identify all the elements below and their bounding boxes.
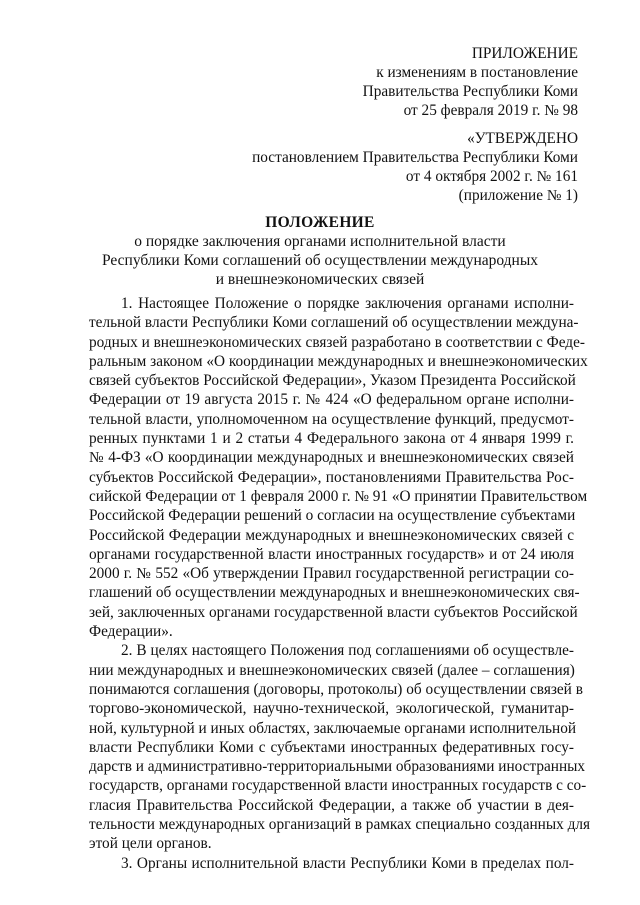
title-subtitle-line: Республики Коми соглашений об осуществлении международных bbox=[101, 252, 539, 269]
body-line: субъектов Российской Федерации», постановлениями Правительства Рос- bbox=[89, 468, 574, 486]
body-line: Российской Федерации международных и внешнеэкономических связей с bbox=[89, 526, 574, 544]
approval-stamp-block bbox=[252, 129, 578, 205]
body-line: Федерации от 19 августа 2015 г. № 424 «О федеральном органе исполни- bbox=[89, 391, 574, 409]
approved-line: от 4 октября 2002 г. № 161 bbox=[405, 168, 578, 185]
body-line: ренных пунктами 1 и 2 статьи 4 Федерального закона от 4 января 1999 г. bbox=[89, 430, 574, 448]
appendix-header bbox=[363, 44, 578, 120]
document-body bbox=[89, 294, 591, 873]
body-line: дарств и административно-территориальными образованиями иностранных bbox=[89, 758, 586, 776]
appendix-line: к изменениям в постановление bbox=[376, 64, 578, 81]
body-line: глашений об осуществлении международных и внешнеэкономических свя- bbox=[89, 584, 580, 602]
body-line: зей, заключенных органами государственной власти субъектов Российской bbox=[89, 603, 578, 621]
approved-label: «УТВЕРЖДЕНО bbox=[467, 130, 578, 147]
body-line: 2. В целях настоящего Положения под соглашениями об осуществле- bbox=[121, 642, 574, 660]
body-line: родных и внешнеэкономических связей разработано в соответствии с Феде- bbox=[89, 333, 585, 351]
appendix-line: Правительства Республики Коми bbox=[362, 83, 578, 100]
title-subtitle-line: и внешнеэкономических связей bbox=[215, 271, 425, 288]
body-line: 3. Органы исполнительной власти Республики Коми в пределах пол- bbox=[121, 854, 574, 872]
body-line: Российской Федерации решений о согласии на осуществление субъектами bbox=[89, 507, 576, 525]
body-line: ной, культурной и иных областях, заключаемые органами исполнительной bbox=[89, 719, 577, 737]
body-line: нии международных и внешнеэкономических связей (далее – соглашения) bbox=[89, 661, 575, 679]
title-subtitle-line: о порядке заключения органами исполнительной власти bbox=[134, 233, 506, 250]
body-line: торгово-экономической, научно-технической, экологической, гуманитар- bbox=[89, 700, 574, 718]
body-line: № 4-ФЗ «О координации международных и внешнеэкономических связей bbox=[89, 449, 574, 467]
body-line: тельной власти, уполномоченном на осуществление функций, предусмот- bbox=[89, 410, 574, 428]
body-line: Федерации». bbox=[89, 623, 173, 641]
approved-line: постановлением Правительства Республики Коми bbox=[252, 149, 578, 166]
body-line: гласия Правительства Российской Федерации, а также об участии в дея- bbox=[89, 796, 574, 814]
body-line: этой цели органов. bbox=[89, 835, 212, 853]
body-line: государств, органами государственной власти иностранных государств с со- bbox=[89, 777, 587, 795]
appendix-line: от 25 февраля 2019 г. № 98 bbox=[403, 102, 578, 119]
body-line: тельной власти Республики Коми соглашений об осуществлении междуна- bbox=[89, 314, 579, 332]
body-line: органами государственной власти иностранных государств» и от 24 июля bbox=[89, 545, 574, 563]
body-line: власти Республики Коми с субъектами иностранных федеративных госу- bbox=[89, 738, 574, 756]
body-line: сийской Федерации от 1 февраля 2000 г. № 91 «О принятии Правительством bbox=[89, 487, 588, 505]
document-title bbox=[0, 213, 640, 289]
body-line: 1. Настоящее Положение о порядке заключения органами исполни- bbox=[121, 295, 574, 312]
body-line: тельности международных организаций в рамках специально созданных для bbox=[89, 816, 591, 834]
body-line: связей субъектов Российской Федерации», Указом Президента Российской bbox=[89, 372, 576, 390]
body-line: ральным законом «О координации международных и внешнеэкономических bbox=[89, 352, 588, 370]
body-line: понимаются соглашения (договоры, протоколы) об осуществлении связей в bbox=[89, 680, 583, 698]
appendix-label: ПРИЛОЖЕНИЕ bbox=[471, 45, 578, 62]
title-heading: ПОЛОЖЕНИЕ bbox=[265, 214, 375, 231]
body-line: 2000 г. № 552 «Об утверждении Правил государственной регистрации со- bbox=[89, 565, 574, 583]
approved-line: (приложение № 1) bbox=[458, 187, 578, 204]
